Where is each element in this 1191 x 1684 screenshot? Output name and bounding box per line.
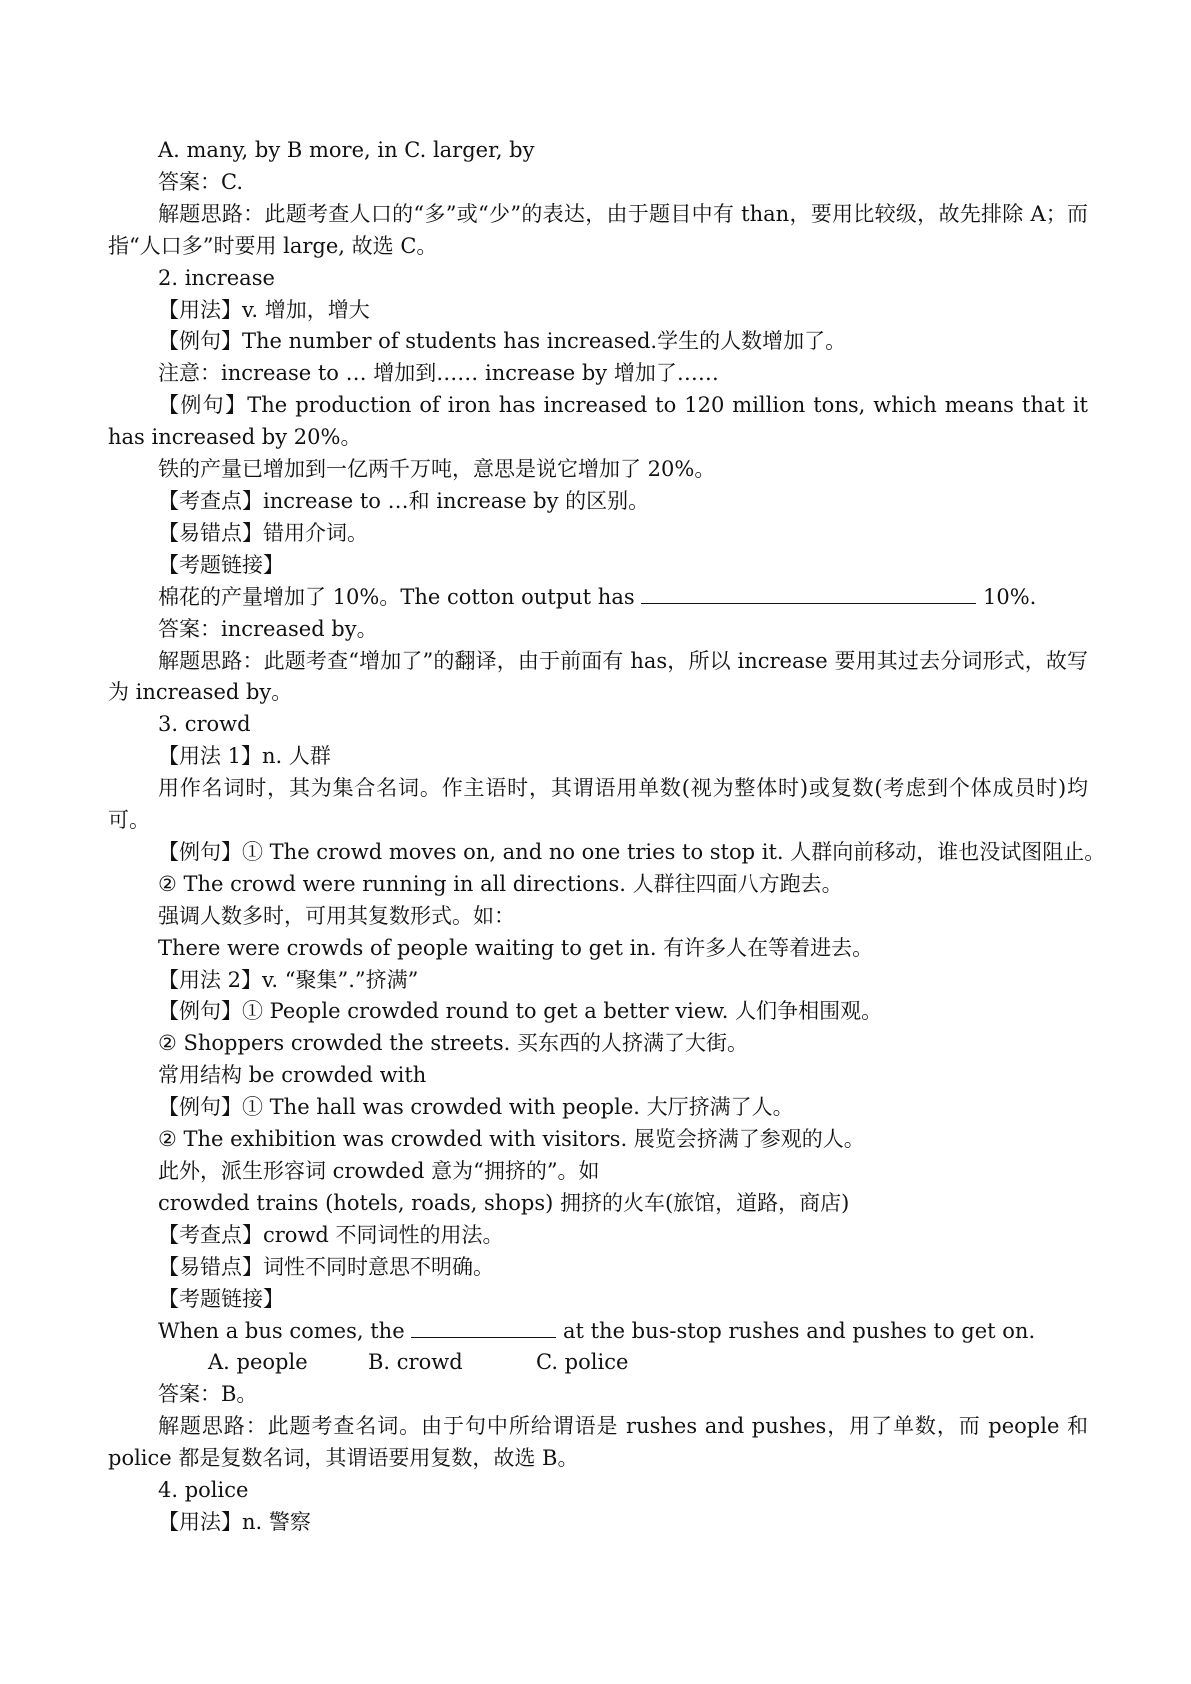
- answer-blank: [641, 583, 976, 604]
- options-line: [108, 1347, 1088, 1379]
- explanation-paragraph: 解题思路：此题考查人口的“多”或“少”的表达，由于题目中有 than，要用比较级，故先排除 A；而指“人口多”时要用 large, 故选 C。: [108, 201, 1088, 258]
- example-line: 【例句】① People crowded round to get a better view. 人们争相围观。: [158, 999, 883, 1024]
- answer-line: 答案：C.: [158, 169, 243, 194]
- example-line: 【例句】① The crowd moves on, and no one tries to stop it. 人群向前移动，谁也没试图阻止。: [158, 839, 1106, 864]
- question-line: [108, 1316, 1088, 1348]
- section-heading-police: 4. police: [158, 1478, 249, 1503]
- test-point-line: 【考查点】increase to …和 increase by 的区别。: [158, 488, 650, 513]
- usage-line: 【用法 2】v. “聚集”.”挤满”: [158, 967, 419, 992]
- note-line: 注意：increase to … 增加到…… increase by 增加了……: [158, 361, 719, 386]
- section-heading-crowd: 3. crowd: [158, 712, 251, 737]
- option-b: B. crowd: [368, 1350, 463, 1375]
- error-point-line: 【易错点】词性不同时意思不明确。: [158, 1254, 494, 1279]
- example-line: crowded trains (hotels, roads, shops) 拥挤的火车(旅馆，道路，商店): [158, 1190, 850, 1215]
- fill-blank-prefix: 棉花的产量增加了 10%。The cotton output has: [158, 584, 642, 609]
- usage-line: 【用法】v. 增加，增大: [158, 297, 370, 322]
- question-suffix: at the bus-stop rushes and pushes to get on.: [556, 1318, 1036, 1343]
- structure-line: 常用结构 be crowded with: [158, 1063, 427, 1088]
- explanation-paragraph: 解题思路：此题考查名词。由于句中所给谓语是 rushes and pushes，用了单数，而 people 和 police 都是复数名词，其谓语要用复数，故选 B。: [108, 1414, 1088, 1471]
- usage-line: 【用法】n. 警察: [158, 1509, 311, 1534]
- error-point-line: 【易错点】错用介词。: [158, 520, 368, 545]
- example-line: ② Shoppers crowded the streets. 买东西的人挤满了大街。: [158, 1031, 749, 1056]
- section-heading-increase: 2. increase: [158, 265, 275, 290]
- example-line: 【例句】The number of students has increased.学生的人数增加了。: [158, 329, 847, 354]
- answer-line: 答案：B。: [158, 1382, 258, 1407]
- exam-link-line: 【考题链接】: [158, 552, 284, 577]
- question-prefix: When a bus comes, the: [158, 1318, 412, 1343]
- fill-blank-line: [108, 582, 1088, 614]
- example-line: ② The exhibition was crowded with visitors. 展览会挤满了参观的人。: [158, 1127, 865, 1152]
- fill-blank-suffix: 10%.: [976, 584, 1037, 609]
- document-page: [108, 135, 1106, 1539]
- note-line: 此外，派生形容词 crowded 意为“拥挤的”。如: [158, 1159, 600, 1183]
- example-line: ② The crowd were running in all directions. 人群往四面八方跑去。: [158, 871, 843, 896]
- example-paragraph: 【例句】The production of iron has increased to 120 million tons, which means that it has increased by 20%。: [108, 393, 1088, 450]
- option-a: A. people: [208, 1350, 308, 1375]
- answer-blank: [411, 1317, 556, 1338]
- exam-link-line: 【考题链接】: [158, 1286, 284, 1311]
- test-point-line: 【考查点】crowd 不同词性的用法。: [158, 1222, 504, 1247]
- options-line: A. many, by B more, in C. larger, by: [158, 138, 535, 162]
- example-line: 【例句】① The hall was crowded with people. 大厅挤满了人。: [158, 1095, 794, 1120]
- answer-line: 答案：increased by。: [158, 616, 378, 641]
- note-line: 强调人数多时，可用其复数形式。如：: [158, 903, 515, 928]
- usage-paragraph: 用作名词时，其为集合名词。作主语时，其谓语用单数(视为整体时)或复数(考虑到个体成员时)均可。: [108, 776, 1088, 833]
- explanation-paragraph: 解题思路：此题考查“增加了”的翻译，由于前面有 has，所以 increase 要用其过去分词形式，故写为 increased by。: [108, 648, 1088, 705]
- usage-line: 【用法 1】n. 人群: [158, 744, 331, 769]
- translation-line: 铁的产量已增加到一亿两千万吨，意思是说它增加了 20%。: [158, 457, 716, 482]
- example-line: There were crowds of people waiting to get in. 有许多人在等着进去。: [158, 935, 874, 960]
- option-c: C. police: [536, 1350, 629, 1375]
